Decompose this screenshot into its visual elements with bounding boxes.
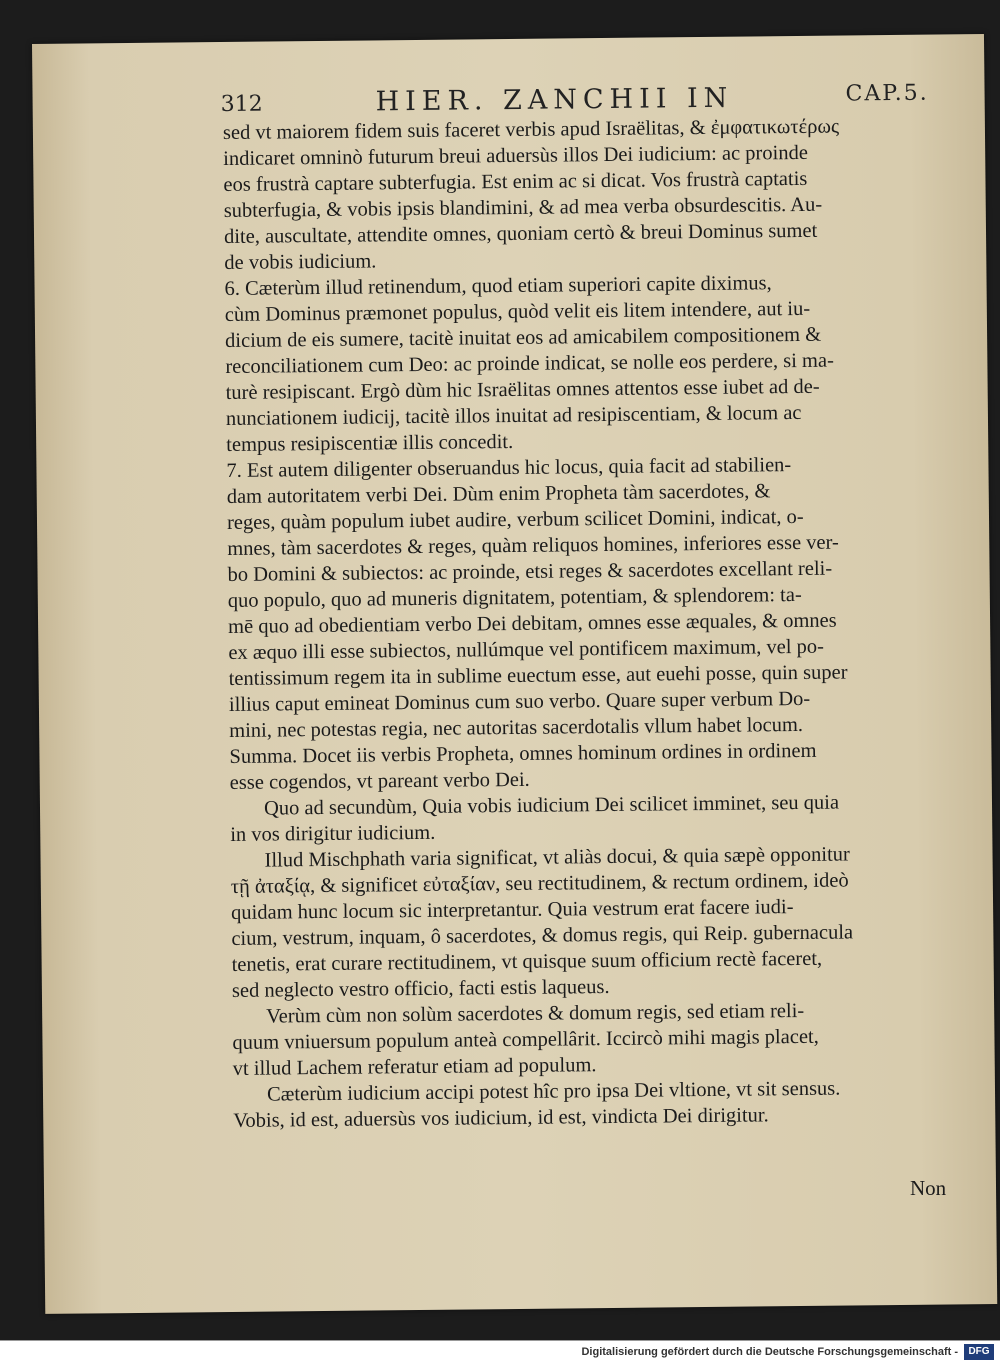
catchword: Non xyxy=(910,1176,947,1200)
footer-bar xyxy=(0,1340,1000,1365)
text-line: de vobis iudicium. xyxy=(224,250,377,274)
body-text xyxy=(223,112,1000,1134)
text-line: mini, nec potestas regia, nec autoritas sacerdotalis vllum habet locum. xyxy=(229,713,804,742)
text-line: Verùm cùm non solùm sacerdotes & domum regis, sed etiam reli- xyxy=(266,999,805,1028)
text-line: Quo ad secundùm, Quia vobis iudicium Dei scilicet imminet, seu quia xyxy=(263,791,840,820)
text-line: bo Domini & subiectos: ac proinde, etsi reges & sacerdotes excellant reli- xyxy=(227,557,833,586)
funding-credit: Digitalisierung gefördert durch die Deutsche Forschungsgemeinschaft - xyxy=(581,1346,958,1358)
text-line: tentissimum regem ita in sublime euectum esse, aut euehi posse, quin super xyxy=(228,661,848,690)
text-line: illius caput emineat Dominus cum suo verbo. Quare super verbum Do- xyxy=(228,687,811,716)
text-line: reconciliationem cum Deo: ac proinde indicat, se nolle eos perdere, si ma- xyxy=(225,349,834,378)
text-line: Illud Mischphath varia significat, vt aliàs docui, & quia sæpè opponitur xyxy=(264,843,850,872)
text-line: mnes, tàm sacerdotes & reges, quàm reliquos homines, inferiores esse ver- xyxy=(227,531,839,560)
text-line: Summa. Docet iis verbis Propheta, omnes hominum ordines in ordinem xyxy=(229,739,817,768)
text-line: mē quo ad obedientiam verbo Dei debitam, omnes esse æquales, & omnes xyxy=(228,609,837,638)
page-number: 312 xyxy=(220,91,263,118)
text-line: ex æquo illi esse subiectos, nullúmque vel pontificem maximum, vel po- xyxy=(228,635,825,664)
text-line: sed neglecto vestro officio, facti estis laqueus. xyxy=(231,976,610,1002)
text-line: dite, auscultate, attendite omnes, quoniam certò & breui Dominus sumet xyxy=(223,219,818,248)
text-line: eos frustrà captare subterfugia. Est enim ac si dicat. Vos frustrà captatis xyxy=(223,167,808,197)
text-line: turè resipiscant. Ergò dùm hic Israëlitas omnes attentos esse iubet ad de- xyxy=(225,375,820,404)
text-line: quo populo, quo ad muneris dignitatem, potentiam, & splendorem: ta- xyxy=(227,583,802,612)
text-line: vt illud Lachem referatur etiam ad populum. xyxy=(232,1054,597,1080)
dfg-logo[interactable]: DFG xyxy=(964,1344,994,1360)
chapter-label: CAP.5. xyxy=(845,80,929,107)
text-line: tenetis, erat curare rectitudinem, vt quisque suum officium rectè faceret, xyxy=(231,947,823,976)
text-line: reges, quàm populum iubet audire, verbum scilicet Domini, indicat, o- xyxy=(226,505,804,534)
text-line: dam autoritatem verbi Dei. Dùm enim Propheta tàm sacerdotes, & xyxy=(226,480,771,508)
text-line: cium, vestrum, inquam, ô sacerdotes, & domus regis, qui Reip. gubernacula xyxy=(231,921,854,950)
text-line: Cæterùm iudicium accipi potest hîc pro ipsa Dei vltione, vt sit sensus. xyxy=(266,1077,841,1106)
text-line: sed vt maiorem fidem suis faceret verbis apud Israëlitas, & ἐμφατικωτέρως xyxy=(222,115,840,145)
text-line: τῇ ἀταξίᾳ, & significet εὐταξίαν, seu rectitudinem, & rectum ordinem, ideò xyxy=(230,869,849,898)
running-title: HIER. ZANCHII IN xyxy=(375,82,734,118)
text-line: esse cogendos, vt pareant verbo Dei. xyxy=(229,768,530,794)
text-line: dicium de eis sumere, tacitè inuitat eos ad amicabilem compositionem & xyxy=(225,323,822,352)
book-page xyxy=(32,34,997,1314)
text-line: quum vniuersum populum anteà compellârit. Iccircò mihi magis placet, xyxy=(232,1025,819,1054)
text-line: nunciationem iudicij, tacitè illos inuitat ad resipiscentiam, & locum ac xyxy=(225,401,802,430)
text-line: subterfugia, & vobis ipsis blandimini, & ad mea verba obsurdescitis. Au- xyxy=(223,193,823,223)
text-line: indicaret omninò futurum breui aduersùs illos Dei iudicium: ac proinde xyxy=(223,141,808,171)
text-line: quidam hunc locum sic interpretantur. Quia vestrum erat facere iudi- xyxy=(230,896,794,924)
text-line: 6. Cæterùm illud retinendum, quod etiam superiori capite diximus, xyxy=(224,272,772,300)
text-line: cùm Dominus præmonet populus, quòd velit eis litem intendere, aut iu- xyxy=(224,297,811,326)
text-line: 7. Est autem diligenter obseruandus hic locus, quia facit ad stabilien- xyxy=(226,454,792,482)
text-line: in vos dirigitur iudicium. xyxy=(230,821,436,846)
text-line: tempus resipiscentiæ illis concedit. xyxy=(226,430,514,456)
text-line: Vobis, id est, aduersùs vos iudicium, id est, vindicta Dei dirigitur. xyxy=(233,1104,769,1132)
